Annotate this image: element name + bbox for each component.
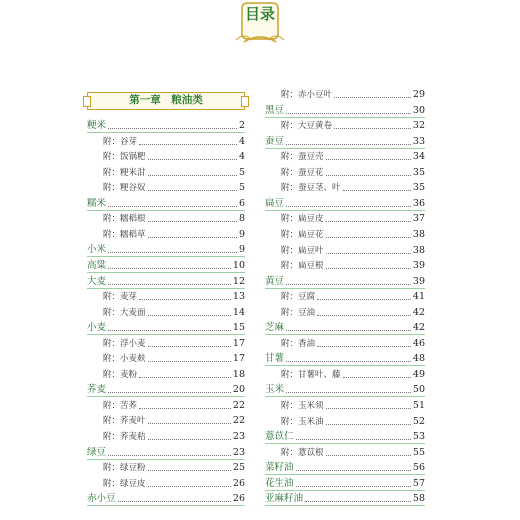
entry-underline [265, 505, 425, 506]
entry-label: 芝麻 [265, 322, 285, 334]
entry-page-number: 26 [232, 493, 245, 505]
toc-sub-entry[interactable] [87, 475, 245, 490]
dot-leader [326, 175, 411, 176]
toc-badge [230, 2, 290, 48]
entry-label: 附：扁豆皮 [281, 214, 324, 225]
toc-entry[interactable] [87, 490, 245, 505]
toc-sub-entry[interactable] [265, 366, 425, 381]
dot-leader [326, 424, 411, 425]
toc-sub-entry[interactable] [87, 366, 245, 381]
entry-label: 高粱 [87, 259, 107, 271]
toc-sub-entry[interactable] [265, 413, 425, 428]
entry-page-number: 4 [238, 151, 245, 163]
dot-leader [139, 408, 231, 409]
toc-sub-entry[interactable] [265, 304, 425, 319]
entry-label: 附：玉米油 [281, 416, 324, 427]
entry-label: 荞麦 [87, 384, 107, 396]
toc-entry[interactable] [265, 459, 425, 474]
entry-label: 蚕豆 [265, 135, 285, 147]
entry-page-number: 22 [232, 415, 245, 427]
entry-page-number: 5 [238, 166, 245, 178]
toc-sub-entry[interactable] [265, 257, 425, 272]
dot-leader [334, 97, 411, 98]
dot-leader [286, 144, 411, 145]
dot-leader [326, 455, 411, 456]
dot-leader [108, 252, 237, 253]
toc-sub-entry[interactable] [87, 335, 245, 350]
dot-leader [148, 470, 231, 471]
entry-label: 玉米 [265, 384, 285, 396]
entry-page-number: 15 [232, 322, 245, 334]
entry-label: 附：荞麦叶 [103, 416, 146, 427]
dot-leader [108, 455, 231, 456]
entry-page-number: 51 [412, 400, 425, 411]
toc-entry[interactable] [87, 195, 245, 210]
dot-leader [326, 408, 411, 409]
entry-page-number: 42 [412, 322, 425, 334]
chapter-heading [87, 92, 245, 110]
dot-leader [148, 439, 231, 440]
chapter-title: 第一章 粮油类 [129, 94, 203, 106]
toc-sub-entry[interactable] [87, 164, 245, 179]
toc-entry[interactable] [265, 133, 425, 148]
entry-label: 附：麦粉 [103, 369, 138, 380]
dot-leader [326, 268, 411, 269]
toc-entry[interactable] [87, 273, 245, 288]
entry-page-number: 39 [412, 275, 425, 287]
dot-leader [343, 377, 411, 378]
entry-label: 附：麦芽 [103, 292, 138, 303]
entry-page-number: 35 [412, 166, 425, 178]
entry-label: 附：谷芽 [103, 136, 138, 147]
dot-leader [296, 486, 411, 487]
entry-label: 菜籽油 [265, 462, 294, 474]
entry-page-number: 33 [412, 135, 425, 147]
entry-page-number: 18 [232, 368, 245, 380]
entry-label: 小米 [87, 244, 107, 256]
toc-entry[interactable] [265, 475, 425, 490]
entry-label: 糯米 [87, 197, 107, 209]
entry-page-number: 38 [412, 228, 425, 240]
toc-sub-entry[interactable] [87, 304, 245, 319]
dot-leader [317, 346, 411, 347]
entry-page-number: 23 [232, 431, 245, 442]
dot-leader [148, 237, 237, 238]
toc-sub-entry[interactable] [265, 148, 425, 163]
entry-label: 附：蚕豆壳 [281, 152, 324, 163]
entry-label: 附：粳谷奴 [103, 183, 146, 194]
dot-leader [317, 315, 411, 316]
dot-leader [118, 501, 231, 502]
entry-page-number: 22 [232, 399, 245, 411]
toc-sub-entry[interactable] [265, 288, 425, 303]
entry-label: 附：扁豆花 [281, 229, 324, 240]
entry-page-number: 55 [412, 446, 425, 458]
entry-label: 附：小麦麸 [103, 354, 146, 365]
entry-page-number: 46 [412, 337, 425, 349]
toc-entry[interactable] [265, 195, 425, 210]
entry-label: 附：扁豆叶 [281, 245, 324, 256]
entry-page-number: 10 [232, 259, 245, 271]
dot-leader [343, 190, 411, 191]
entry-page-number: 4 [238, 135, 245, 147]
toc-sub-entry[interactable] [87, 459, 245, 474]
entry-page-number: 37 [412, 213, 425, 225]
toc-sub-entry[interactable] [87, 397, 245, 412]
toc-sub-entry[interactable] [87, 288, 245, 303]
entry-label: 附：豆油 [281, 307, 316, 318]
toc-entry[interactable] [265, 381, 425, 396]
dot-leader [148, 190, 237, 191]
toc-sub-entry[interactable] [87, 428, 245, 443]
dot-leader [108, 330, 231, 331]
dot-leader [148, 361, 231, 362]
entry-label: 附：赤小豆叶 [281, 90, 333, 100]
dot-leader [296, 470, 411, 471]
dot-leader [108, 392, 231, 393]
entry-underline [87, 505, 245, 506]
entry-label: 附：甘薯叶、藤 [281, 369, 341, 380]
dot-leader [286, 392, 411, 393]
toc-sub-entry[interactable] [265, 226, 425, 241]
dot-leader [139, 299, 231, 300]
dot-leader [148, 175, 237, 176]
toc-sub-entry[interactable] [265, 210, 425, 225]
toc-sub-entry[interactable] [265, 444, 425, 459]
entry-page-number: 8 [238, 213, 245, 225]
toc-sub-entry[interactable] [87, 350, 245, 365]
toc-entry[interactable] [87, 117, 245, 132]
dot-leader [148, 221, 237, 222]
entry-page-number: 17 [232, 337, 245, 349]
entry-page-number: 34 [412, 151, 425, 163]
toc-sub-entry[interactable] [265, 117, 425, 132]
entry-page-number: 32 [412, 120, 425, 132]
dot-leader [286, 361, 411, 362]
entry-page-number: 53 [412, 431, 425, 443]
entry-page-number: 42 [412, 306, 425, 318]
entry-page-number: 57 [412, 477, 425, 489]
entry-label: 大麦 [87, 275, 107, 287]
entry-label: 附：蚕豆茎、叶 [281, 183, 341, 194]
dot-leader [286, 284, 411, 285]
entry-page-number: 41 [412, 291, 425, 303]
entry-page-number: 56 [412, 462, 425, 474]
entry-label: 附：大麦面 [103, 307, 146, 318]
toc-entry[interactable] [87, 257, 245, 272]
entry-page-number: 23 [232, 446, 245, 458]
toc-entry[interactable] [87, 381, 245, 396]
entry-page-number: 39 [412, 260, 425, 272]
toc-sub-entry[interactable] [265, 335, 425, 350]
dot-leader [148, 346, 231, 347]
toc-sub-entry[interactable] [265, 242, 425, 257]
toc-sub-entry[interactable] [265, 86, 425, 101]
dot-leader [326, 221, 411, 222]
entry-page-number: 13 [232, 291, 245, 303]
entry-label: 亚麻籽油 [265, 493, 304, 505]
entry-page-number: 2 [238, 120, 245, 131]
dot-leader [148, 159, 237, 160]
entry-label: 花生油 [265, 477, 294, 489]
entry-page-number: 9 [238, 244, 245, 256]
entry-label: 绿豆 [87, 446, 107, 458]
entry-label: 附：绿豆粉 [103, 463, 146, 474]
toc-entry[interactable] [265, 428, 425, 443]
toc-sub-entry[interactable] [265, 164, 425, 179]
entry-page-number: 14 [232, 306, 245, 318]
entry-label: 粳米 [87, 120, 107, 131]
toc-sub-entry[interactable] [87, 226, 245, 241]
entry-label: 附：薏苡根 [281, 447, 324, 458]
dot-leader [108, 206, 237, 207]
entry-page-number: 36 [412, 197, 425, 209]
entry-label: 附：荞麦秸 [103, 432, 146, 442]
toc-entry[interactable] [265, 273, 425, 288]
entry-label: 黑豆 [265, 104, 285, 116]
entry-label: 附：绿豆皮 [103, 478, 146, 489]
dot-leader [334, 128, 411, 129]
entry-page-number: 38 [412, 244, 425, 256]
entry-label: 附：扁豆根 [281, 261, 324, 272]
toc-entry[interactable] [265, 490, 425, 505]
entry-page-number: 6 [238, 197, 245, 209]
entry-page-number: 25 [232, 462, 245, 474]
entry-label: 扁豆 [265, 197, 285, 209]
entry-label: 附：蚕豆花 [281, 167, 324, 178]
dot-leader [108, 284, 231, 285]
entry-page-number: 35 [412, 182, 425, 194]
toc-sub-entry[interactable] [87, 148, 245, 163]
entry-page-number: 30 [412, 104, 425, 116]
toc-sub-entry[interactable] [87, 179, 245, 194]
dot-leader [326, 159, 411, 160]
toc-sub-entry[interactable] [265, 397, 425, 412]
dot-leader [326, 253, 411, 254]
entry-label: 小麦 [87, 322, 107, 334]
toc-entry[interactable] [265, 350, 425, 365]
entry-page-number: 9 [238, 228, 245, 240]
toc-sub-entry[interactable] [87, 210, 245, 225]
dot-leader [286, 206, 411, 207]
entry-label: 附：苦荞 [103, 400, 138, 411]
entry-label: 附：浮小麦 [103, 338, 146, 349]
dot-leader [139, 377, 231, 378]
entry-label: 附：香油 [281, 338, 316, 349]
toc-entry[interactable] [87, 444, 245, 459]
entry-label: 黄豆 [265, 275, 285, 287]
toc-sub-entry[interactable] [87, 133, 245, 148]
entry-label: 赤小豆 [87, 493, 116, 505]
entry-page-number: 49 [412, 368, 425, 380]
dot-leader [148, 486, 231, 487]
entry-label: 附：糯稻草 [103, 229, 146, 240]
entry-label: 附：玉米须 [281, 401, 324, 411]
entry-page-number: 20 [232, 384, 245, 396]
toc-title: 目录 [244, 5, 275, 23]
dot-leader [148, 423, 231, 424]
entry-label: 附：大豆黄卷 [281, 121, 333, 132]
dot-leader [108, 268, 231, 269]
dot-leader [148, 315, 231, 316]
dot-leader [296, 439, 411, 440]
entry-label: 附：豆腐 [281, 292, 316, 303]
entry-label: 附：糯稻根 [103, 214, 146, 225]
dot-leader [286, 330, 411, 331]
entry-page-number: 12 [232, 275, 245, 287]
dot-leader [286, 113, 411, 114]
dot-leader [326, 237, 411, 238]
entry-page-number: 52 [412, 415, 425, 427]
entry-label: 附：粳米泔 [103, 167, 146, 178]
toc-sub-entry[interactable] [87, 412, 245, 427]
dot-leader [317, 299, 411, 300]
entry-page-number: 58 [412, 493, 425, 505]
dot-leader [305, 501, 411, 502]
toc-entry[interactable] [265, 102, 425, 117]
entry-label: 附：饭锅粑 [103, 152, 146, 163]
entry-page-number: 26 [232, 477, 245, 489]
entry-page-number: 29 [412, 89, 425, 100]
toc-entry[interactable] [87, 319, 245, 334]
dot-leader [139, 144, 237, 145]
toc-entry[interactable] [87, 241, 245, 256]
entry-label: 甘薯 [265, 353, 285, 365]
entry-page-number: 50 [412, 384, 425, 396]
dot-leader [108, 128, 237, 129]
entry-label: 薏苡仁 [265, 431, 294, 443]
entry-page-number: 17 [232, 353, 245, 365]
entry-page-number: 48 [412, 353, 425, 365]
entry-page-number: 5 [238, 182, 245, 194]
toc-sub-entry[interactable] [265, 179, 425, 194]
toc-entry[interactable] [265, 319, 425, 334]
